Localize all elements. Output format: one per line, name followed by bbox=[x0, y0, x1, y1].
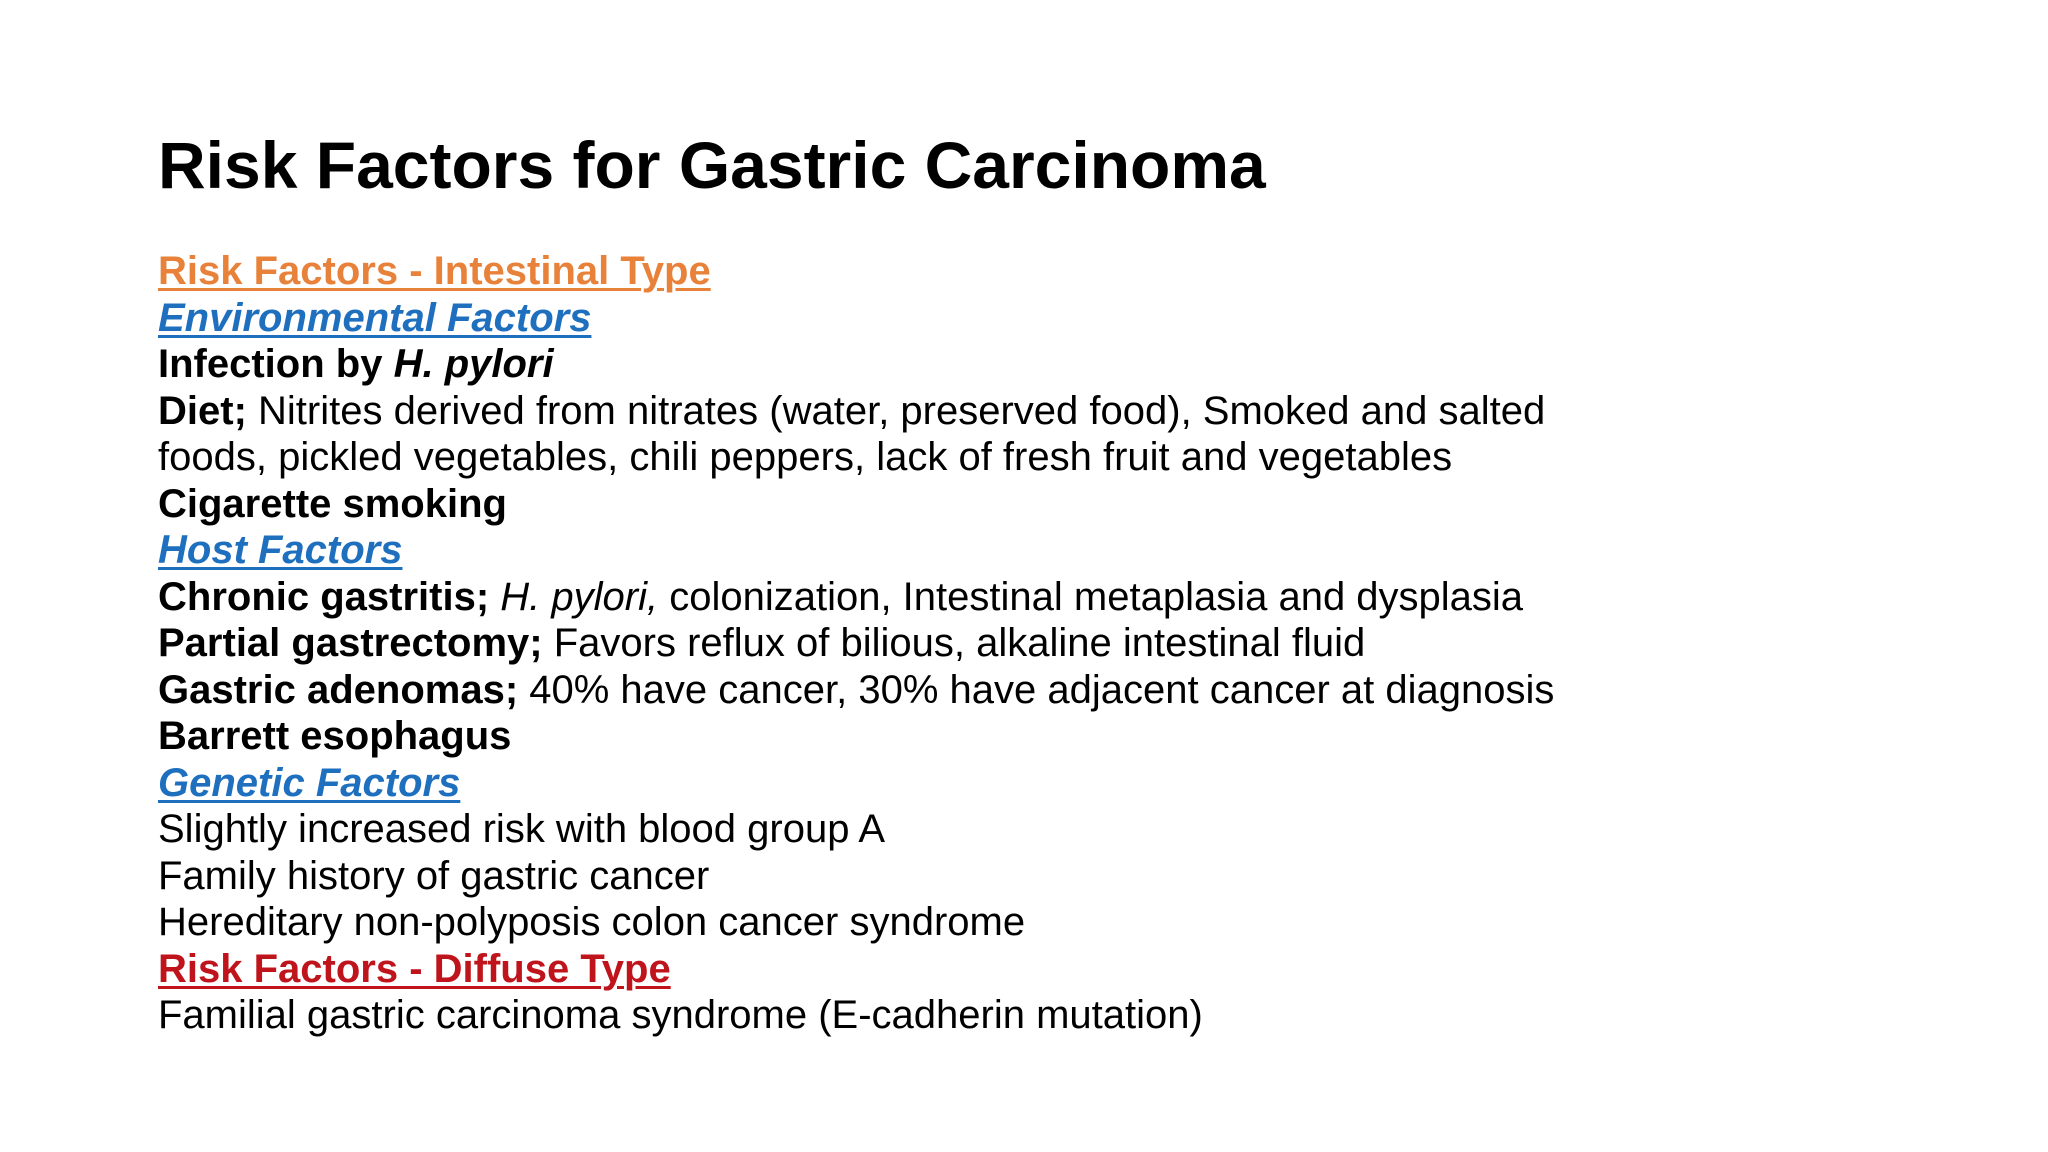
gastritis-organism: H. pylori, bbox=[489, 574, 659, 619]
diffuse-text: Familial gastric carcinoma syndrome (E-cadherin mutation) bbox=[158, 993, 1203, 1037]
genetic-item: Hereditary non-polyposis colon cancer syndrome bbox=[158, 900, 1026, 944]
adenomas-label: Gastric adenomas; bbox=[158, 667, 519, 712]
gastritis-label: Chronic gastritis; bbox=[158, 574, 490, 619]
diet-text-1: Nitrites derived from nitrates (water, preserved food), Smoked and salted bbox=[246, 388, 1546, 433]
genetic-factors-heading: Genetic Factors bbox=[158, 760, 461, 805]
adenomas-line bbox=[158, 667, 1758, 714]
gastrectomy-label: Partial gastrectomy; bbox=[158, 621, 543, 665]
infection-label: Infection by bbox=[158, 342, 394, 386]
diet-line-1 bbox=[158, 388, 1758, 435]
cigarette-smoking: Cigarette smoking bbox=[158, 481, 507, 526]
gastrectomy-text: Favors reflux of bilious, alkaline intestinal fluid bbox=[542, 621, 1366, 665]
intestinal-type-heading: Risk Factors - Intestinal Type bbox=[158, 249, 711, 293]
gastritis-line bbox=[158, 574, 1758, 621]
gastritis-text: colonization, Intestinal metaplasia and dysplasia bbox=[658, 574, 1524, 619]
environmental-factors-heading: Environmental Factors bbox=[158, 295, 592, 340]
infection-organism: H. pylori bbox=[393, 342, 554, 386]
diet-label: Diet; bbox=[158, 388, 247, 433]
adenomas-text: 40% have cancer, 30% have adjacent cancer at diagnosis bbox=[518, 667, 1555, 712]
diet-line-2: foods, pickled vegetables, chili peppers, lack of fresh fruit and vegetables bbox=[158, 435, 1453, 479]
genetic-item: Family history of gastric cancer bbox=[158, 853, 710, 898]
slide-title: Risk Factors for Gastric Carcinoma bbox=[158, 128, 1266, 202]
slide-body bbox=[158, 248, 1758, 1039]
barrett-esophagus: Barrett esophagus bbox=[158, 714, 512, 758]
infection-line bbox=[158, 341, 1758, 388]
diffuse-type-heading: Risk Factors - Diffuse Type bbox=[158, 946, 671, 991]
gastrectomy-line bbox=[158, 620, 1758, 667]
host-factors-heading: Host Factors bbox=[158, 528, 403, 572]
genetic-item: Slightly increased risk with blood group A bbox=[158, 807, 886, 851]
